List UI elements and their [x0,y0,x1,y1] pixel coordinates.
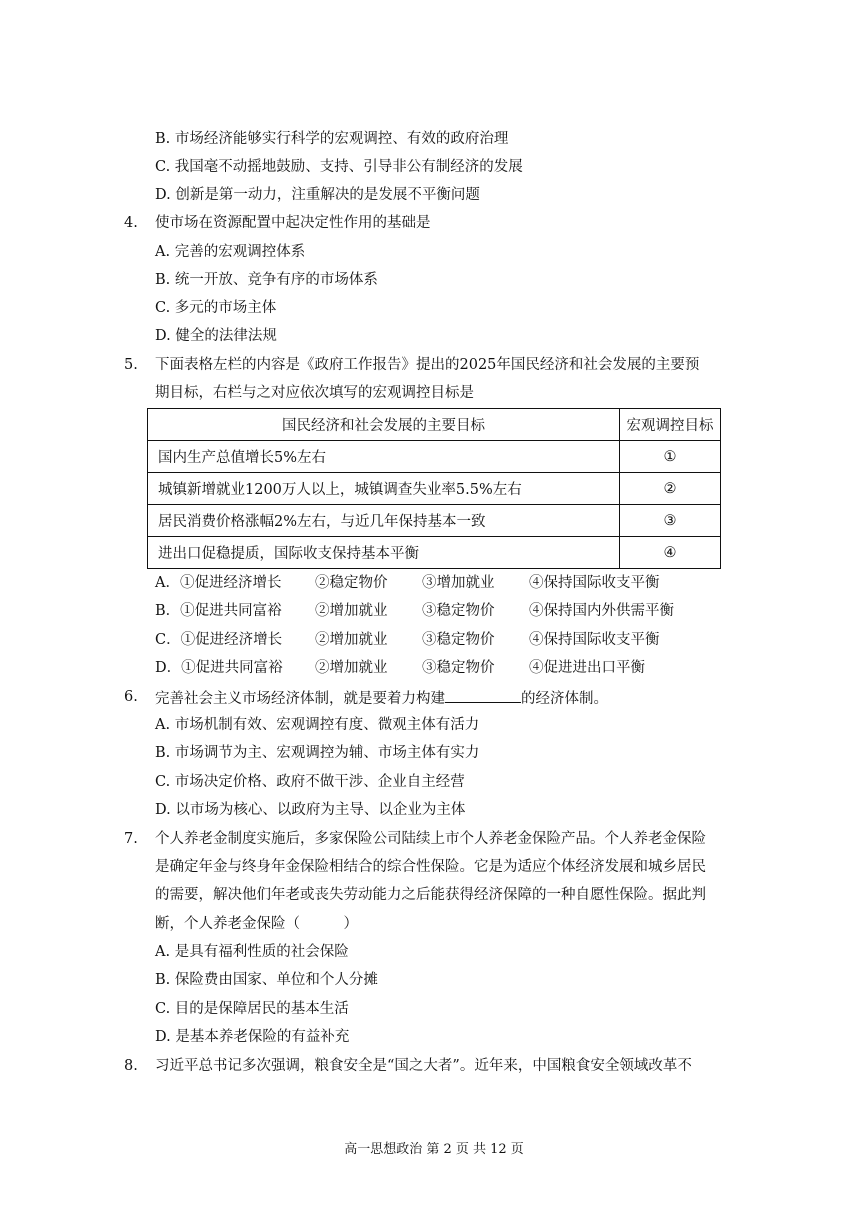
q6-stem-pre: 完善社会主义市场经济体制，就是要着力构建 [155,691,445,707]
q8-number: 8. [124,1058,138,1074]
option-part: ②增加就业 [315,632,388,648]
option-part: B．①促进共同富裕 [155,603,282,619]
q7-option-a: A. 是具有福利性质的社会保险 [155,944,349,960]
q5-stem-line1: 下面表格左栏的内容是《政府工作报告》提出的2025年国民经济和社会发展的主要预 [155,357,700,373]
q6-stem [155,687,608,709]
prev-option-b: B. 市场经济能够实行科学的宏观调控、有效的政府治理 [155,131,509,147]
option-part: C．①促进经济增长 [155,632,283,648]
q7-stem-line2: 是确定年金与终身年金保险相结合的综合性保险。它是为适应个体经济发展和城乡居民 [155,859,706,875]
q7-stem-line4: 断，个人养老金保险（ ） [155,916,358,932]
q5-goals-table [147,408,721,569]
option-part: ②稳定物价 [315,575,388,591]
table-header-macro: 宏观调控目标 [620,409,721,441]
option-part: ④促进进出口平衡 [529,660,645,676]
q7-stem-line1: 个人养老金制度实施后，多家保险公司陆续上市个人养老金保险产品。个人养老金保险 [155,831,706,847]
q6-option-a: A. 市场机制有效、宏观调控有度、微观主体有活力 [155,717,480,733]
q6-stem-post: 的经济体制。 [521,691,608,707]
option-part: ③稳定物价 [422,660,495,676]
table-cell: 居民消费价格涨幅2%左右，与近几年保持基本一致 [148,505,620,537]
q7-stem-line3: 的需要，解决他们年老或丧失劳动能力之后能获得经济保障的一种自愿性保险。据此判 [155,887,706,903]
option-part: ②增加就业 [315,603,388,619]
option-part: ③增加就业 [422,575,495,591]
option-part: A．①促进经济增长 [155,575,282,591]
option-part: ③稳定物价 [422,603,495,619]
q4-number: 4. [124,215,138,231]
table-row [148,473,721,505]
option-part: ②增加就业 [315,660,388,676]
table-row [148,537,721,569]
prev-option-d: D. 创新是第一动力，注重解决的是发展不平衡问题 [155,187,480,203]
page-footer: 高一思想政治 第 2 页 共 12 页 [344,1142,524,1157]
option-part: ③稳定物价 [422,632,495,648]
option-part: D．①促进共同富裕 [155,660,283,676]
table-cell: ② [620,473,721,505]
q7-option-c: C. 目的是保障居民的基本生活 [155,1001,349,1017]
option-part: ④保持国际收支平衡 [529,575,660,591]
q6-option-b: B. 市场调节为主、宏观调控为辅、市场主体有实力 [155,745,480,761]
q6-number: 6. [124,689,138,705]
table-cell: ④ [620,537,721,569]
q5-stem-line2: 期目标，右栏与之对应依次填写的宏观调控目标是 [155,385,474,401]
q4-option-d: D. 健全的法律法规 [155,328,277,344]
table-cell: 国内生产总值增长5%左右 [148,441,620,473]
q4-stem: 使市场在资源配置中起决定性作用的基础是 [155,215,431,231]
q4-option-c: C. 多元的市场主体 [155,300,277,316]
q7-option-b: B. 保险费由国家、单位和个人分摊 [155,972,378,988]
table-cell: 城镇新增就业1200万人以上，城镇调查失业率5.5%左右 [148,473,620,505]
q6-option-c: C. 市场决定价格、政府不做干涉、企业自主经营 [155,774,465,790]
table-cell: ① [620,441,721,473]
q7-number: 7. [124,831,138,847]
q4-option-b: B. 统一开放、竞争有序的市场体系 [155,272,378,288]
q4-option-a: A. 完善的宏观调控体系 [155,244,306,260]
table-cell: ③ [620,505,721,537]
table-row [148,441,721,473]
table-cell: 进出口促稳提质，国际收支保持基本平衡 [148,537,620,569]
q6-option-d: D. 以市场为核心、以政府为主导、以企业为主体 [155,802,466,818]
answer-blank [445,687,521,703]
option-part: ④保持国内外供需平衡 [529,603,674,619]
table-header-row [148,409,721,441]
option-part: ④保持国际收支平衡 [529,632,660,648]
prev-option-c: C. 我国毫不动摇地鼓励、支持、引导非公有制经济的发展 [155,159,523,175]
q7-option-d: D. 是基本养老保险的有益补充 [155,1029,350,1045]
q8-stem-line1: 习近平总书记多次强调，粮食安全是“国之大者”。近年来，中国粮食安全领域改革不 [155,1058,692,1074]
q5-number: 5. [124,357,138,373]
table-header-goals: 国民经济和社会发展的主要目标 [148,409,620,441]
table-row [148,505,721,537]
